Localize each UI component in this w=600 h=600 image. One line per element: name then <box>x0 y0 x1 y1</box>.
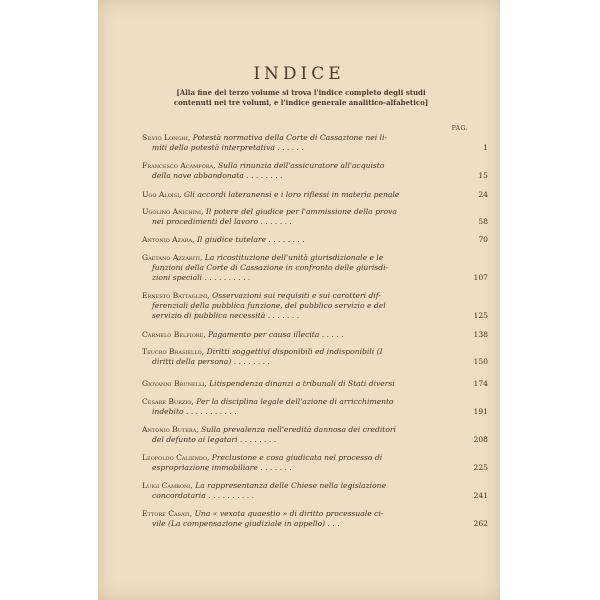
index-entry <box>142 379 488 389</box>
index-entry <box>142 190 488 200</box>
entry-line <box>142 379 488 389</box>
entry-line <box>142 357 488 367</box>
index-entry <box>142 161 488 181</box>
entry-title-text: Sulla rinunzia dell'assicuratore all'acquisto <box>217 161 385 170</box>
entry-line <box>142 453 466 463</box>
entry-line <box>142 273 488 283</box>
entry-title-text: miti della potestà interpretativa . . . . . . <box>152 143 304 152</box>
entry-author: Carmelo Belfiore, <box>142 330 209 339</box>
entry-title-text: del defunto ai legatari . . . . . . . . <box>152 435 277 444</box>
entry-page-number: 58 <box>478 217 488 226</box>
entry-line <box>142 519 488 529</box>
entry-line <box>142 407 488 417</box>
index-entry <box>142 330 488 340</box>
entry-line <box>142 435 488 445</box>
entry-title-text: Pagamento per causa illecita . . . . . <box>208 330 344 339</box>
entry-author: Ugo Aloisi, <box>142 190 185 199</box>
entry-author: Cesare Burzio, <box>142 397 197 406</box>
entry-title-text: Il potere del giudice per l'ammissione della prova <box>205 207 397 216</box>
entry-line <box>142 301 466 311</box>
entry-title-text: Potestà normativa della Corte di Cassazione nei li- <box>192 133 387 142</box>
entry-author: Ugolino Anichini, <box>142 207 206 216</box>
entry-page-number: 262 <box>473 519 488 528</box>
entry-line <box>142 235 488 245</box>
index-entry <box>142 291 488 321</box>
entry-author: Antonio Azara, <box>142 235 197 244</box>
entry-title-text: Osservazioni sui requisiti e sui caratteri dif- <box>212 291 381 300</box>
entry-line <box>142 171 488 181</box>
entry-title-text: La ricostituzione dell'unità giurisdizionale e le <box>204 253 384 262</box>
index-entry <box>142 235 488 245</box>
entry-author: Ettore Casati, <box>142 509 195 518</box>
entry-title-text: concordataria . . . . . . . . . . <box>152 491 255 500</box>
entry-line <box>142 509 466 519</box>
index-entry <box>142 347 488 367</box>
entry-title-text: Litispendenza dinanzi a tribunali di Stati diversi <box>209 379 395 388</box>
entry-line <box>142 330 488 340</box>
entry-page-number: 174 <box>473 379 488 388</box>
entry-page-number: 191 <box>473 407 488 416</box>
page-column-label: PAG. <box>451 125 468 132</box>
entry-page-number: 107 <box>473 273 488 282</box>
entry-author: Giovanni Brunelli, <box>142 379 210 388</box>
entry-author: Silvio Longhi, <box>142 133 193 142</box>
entry-title-text: Una « vexata quaestio » di diritto processuale ci- <box>194 509 384 518</box>
index-entry <box>142 453 488 473</box>
entry-line <box>142 161 466 171</box>
entry-author: Francesco Acampora, <box>142 161 218 170</box>
index-entry <box>142 425 488 445</box>
index-entry <box>142 207 488 227</box>
entry-line <box>142 481 466 491</box>
entry-title-text: espropriazione immobiliare . . . . . . . <box>152 463 292 472</box>
entry-title-text: Preclusione e cosa giudicata nel processo di <box>211 453 383 462</box>
entry-page-number: 24 <box>478 190 488 199</box>
entry-page-number: 70 <box>478 235 488 244</box>
entry-page-number: 208 <box>473 435 488 444</box>
entry-line <box>142 425 466 435</box>
entry-author: Teucro Brasiello, <box>142 347 207 356</box>
entry-title-text: servizio di pubblica necessità . . . . . . . <box>152 311 300 320</box>
entry-title-text: Per la disciplina legale dell'azione di arricchimento <box>196 397 394 406</box>
index-entry <box>142 509 488 529</box>
entry-title-text: indebito . . . . . . . . . . . <box>152 407 237 416</box>
entry-title-text: La rappresentanza delle Chiese nella legislazione <box>195 481 387 490</box>
entry-line <box>142 217 488 227</box>
entry-title-text: funzioni della Corte di Cassazione in confronto delle giurisdi- <box>152 263 389 272</box>
index-entry <box>142 133 488 153</box>
entry-page-number: 225 <box>473 463 488 472</box>
entry-title-text: Sulla prevalenza nell'eredità dannosa dei creditori <box>201 425 396 434</box>
entry-line <box>142 207 466 217</box>
index-entry <box>142 397 488 417</box>
entry-line <box>142 491 488 501</box>
entry-title-text: della nave abbandonata . . . . . . . . <box>152 171 283 180</box>
entry-line <box>142 463 488 473</box>
entry-title-text: Gli accordi lateranensi e i loro riflessi in materia penale <box>184 190 400 199</box>
entry-line <box>142 347 466 357</box>
entry-line <box>142 143 488 153</box>
page-title: INDICE <box>253 64 345 84</box>
entry-page-number: 1 <box>483 143 488 152</box>
index-entry <box>142 481 488 501</box>
entry-title-text: zioni speciali . . . . . . . . . . <box>152 273 251 282</box>
entry-author: Luigi Camboni, <box>142 481 196 490</box>
index-entry <box>142 253 488 283</box>
entry-author: Leopoldo Caliendo, <box>142 453 212 462</box>
entry-line <box>142 190 488 200</box>
entry-page-number: 125 <box>473 311 488 320</box>
entry-line <box>142 397 466 407</box>
entry-page-number: 150 <box>473 357 488 366</box>
entry-page-number: 15 <box>478 171 488 180</box>
entry-title-text: Diritti soggettivi disponibili ed indisponibili (I <box>206 347 383 356</box>
entry-line <box>142 291 466 301</box>
entry-title-text: ferenziali della pubblica funzione, del pubblico servizio e del <box>152 301 386 310</box>
entry-line <box>142 263 466 273</box>
entry-title-text: Il giudice tutelare . . . . . . . . <box>196 235 305 244</box>
entry-title-text: diritti della persona) . . . . . . . . <box>152 357 270 366</box>
entry-author: Ernesto Battaglini, <box>142 291 213 300</box>
entry-line <box>142 253 466 263</box>
index-note: [Alla fine del terzo volume si trova l'indice completo degli studi contenuti nei tre volumi, e l'indice generale analitico-alfabetico] <box>173 88 429 107</box>
entry-title-text: vile (La compensazione giudiziale in appello) . . . <box>152 519 340 528</box>
entry-line <box>142 311 488 321</box>
book-page <box>98 0 500 600</box>
entry-page-number: 138 <box>473 330 488 339</box>
entry-line <box>142 133 466 143</box>
entry-title-text: nei procedimenti del lavoro . . . . . . . <box>152 217 292 226</box>
entry-author: Gaetano Azzariti, <box>142 253 205 262</box>
entry-page-number: 241 <box>473 491 488 500</box>
entry-author: Antonio Butera, <box>142 425 202 434</box>
